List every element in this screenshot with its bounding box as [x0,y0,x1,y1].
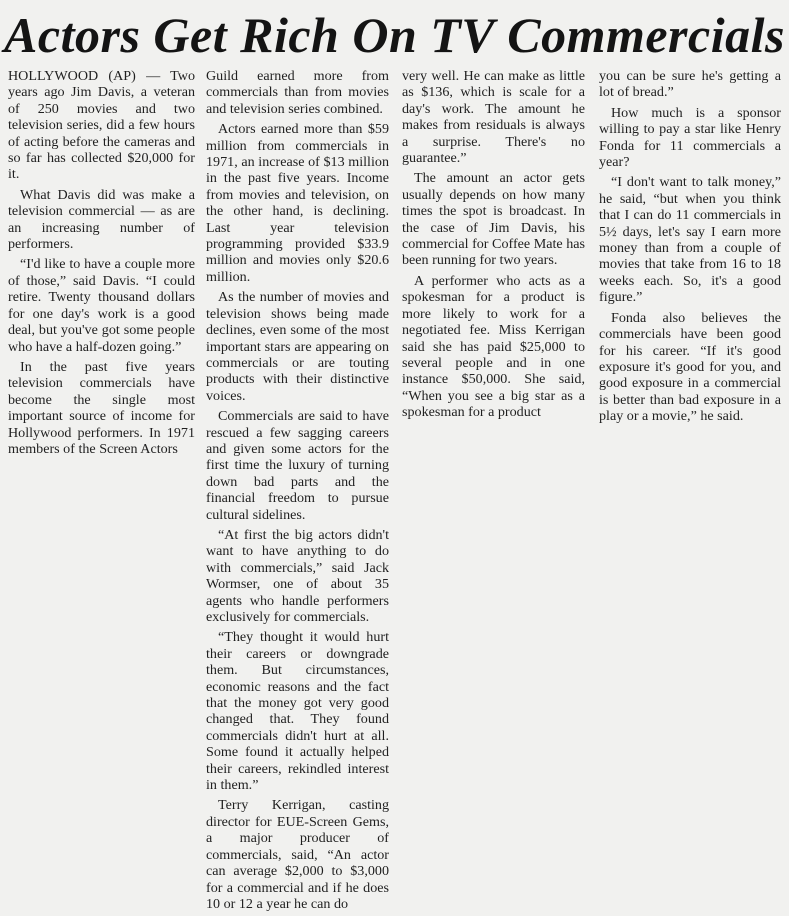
paragraph: Guild earned more from commercials than from movies and television series combined. [206,68,389,117]
paragraph: HOLLYWOOD (AP) — Two years ago Jim Davis, a veteran of 250 movies and two television series, did a few hours of acting before the cameras and so far has collected $20,000 for it. [8,68,195,183]
paragraph: A performer who acts as a spokesman for a product is more likely to work for a negotiated fee. Miss Kerrigan said she has paid $25,000 to several people and in one instance $50,000. She said, “When you see a big star as a spokesman for a product [402,272,585,421]
paragraph: Actors earned more than $59 million from commercials in 1971, an increase of $13 million in the past five years. Income from movies and television, on the other hand, is declining. Last year television programming provided $33.9 million and movies only $20.6 million. [206,121,389,285]
paragraph: Terry Kerrigan, casting director for EUE-Screen Gems, a major producer of commercials, said, “An actor can average $2,000 to $3,000 for a commercial and if he does 10 or 12 a year he can do [206,797,389,912]
paragraph: “I'd like to have a couple more of those,” said Davis. “I could retire. Twenty thousand dollars for one day's work is a good deal, but you've got some people who have a half-dozen going.” [8,256,195,355]
article-column-3 [402,68,585,425]
article-column-1 [8,68,195,461]
paragraph: “At first the big actors didn't want to have anything to do with commercials,” said Jack Wormser, one of about 35 agents who handle performers exclusively for commercials. [206,526,389,625]
paragraph: What Davis did was make a television commercial — as are an increasing number of performers. [8,186,195,253]
paragraph: How much is a sponsor willing to pay a star like Henry Fonda for 11 commercials a year? [599,104,781,171]
paragraph: “I don't want to talk money,” he said, “but when you think that I can do 11 commercials in 5½ days, let's say I earn more money than from a couple of movies that take from 16 to 18 weeks each. So, it's a good figure.” [599,174,781,306]
article-column-2 [206,68,389,916]
paragraph: very well. He can make as little as $136, which is scale for a day's work. The amount he makes from residuals is always a surprise. There's no guarantee.” [402,68,585,167]
paragraph: The amount an actor gets usually depends on how many times the spot is broadcast. In the case of Jim Davis, his commercial for Coffee Mate has been running for two years. [402,170,585,269]
paragraph: “They thought it would hurt their careers or downgrade them. But circumstances, economic reasons and the fact that the money got very good changed that. They found commercials didn't hurt at all. Some found it actually helped their careers, rekindled interest in them.” [206,629,389,794]
paragraph: In the past five years television commercials have become the single most important source of income for Hollywood performers. In 1971 members of the Screen Actors [8,358,195,457]
paragraph: Commercials are said to have rescued a few sagging careers and given some actors for the first time the luxury of turning down bad parts and the financial freedom to pursue cultural sidelines. [206,408,389,523]
paragraph: As the number of movies and television shows being made declines, even some of the most important stars are appearing on commercials or are touting products with their distinctive voices. [206,289,389,404]
paragraph: you can be sure he's getting a lot of bread.” [599,68,781,101]
paragraph: Fonda also believes the commercials have been good for his career. “If it's good exposure it's good for you, and good exposure in a commercial is better than bad exposure in a play or a movie,” he said. [599,309,781,425]
headline: Actors Get Rich On TV Commercials [4,7,785,63]
article-column-4 [599,68,781,429]
